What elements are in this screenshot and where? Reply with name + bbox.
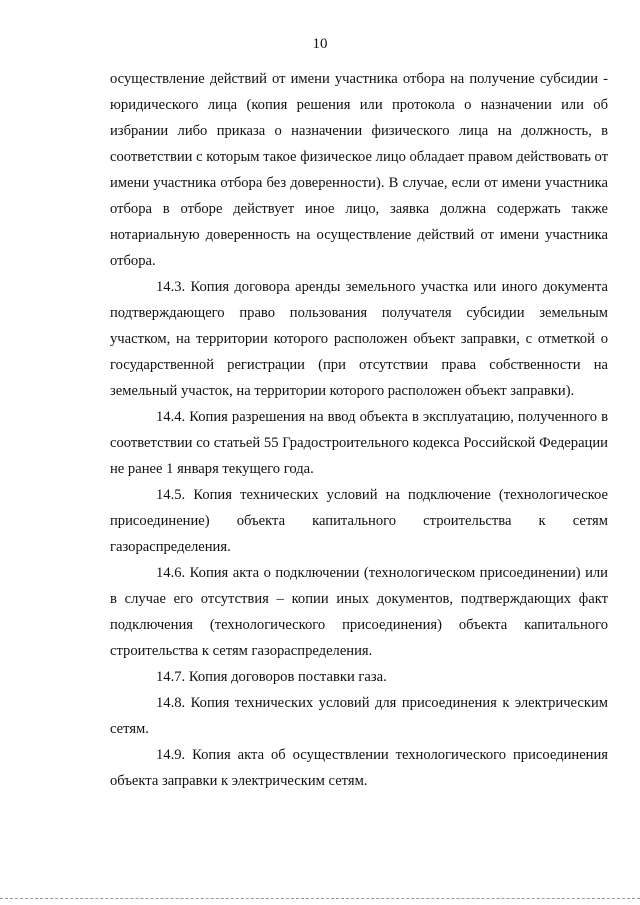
paragraph-14-7: 14.7. Копия договоров поставки газа. [156,669,387,685]
page-bottom-divider [0,898,640,899]
paragraph-14-8: 14.8. Копия технических условий для присоединения к электрическим сетям. [110,695,608,737]
paragraph-14-3: 14.3. Копия договора аренды земельного участка или иного документа подтверждающего право пользования получателя субсидии земельным участком, на территории которого расположен объект заправки, с отметкой о государственной регистрации (при отсутствии права собственности на земельный участок, на территории которого расположен объект заправки). [110,279,608,399]
page-number: 10 [312,36,328,52]
paragraph-14-5: 14.5. Копия технических условий на подключение (технологическое присоединение) объекта капитального строительства к сетям газораспределения. [110,487,608,555]
paragraph-14-9: 14.9. Копия акта об осуществлении технологического присоединения объекта заправки к электрическим сетям. [110,747,608,789]
document-body [110,66,608,794]
paragraph-14-4: 14.4. Копия разрешения на ввод объекта в эксплуатацию, полученного в соответствии со статьей 55 Градостроительного кодекса Российской Федерации не ранее 1 января текущего года. [110,409,608,477]
paragraph-continuation: осуществление действий от имени участника отбора на получение субсидии - юридического лица (копия решения или протокола о назначении или об избрании либо приказа о назначении физического лица на должность, в соответствии с которым такое физическое лицо обладает правом действовать от имени участника отбора без доверенности). В случае, если от имени участника отбора в отборе действует иное лицо, заявка должна содержать также нотариальную доверенность на осуществление действий от имени участника отбора. [110,71,608,269]
paragraph-14-6: 14.6. Копия акта о подключении (технологическом присоединении) или в случае его отсутствия – копии иных документов, подтверждающих факт подключения (технологического присоединения) объекта капитального строительства к сетям газораспределения. [110,565,608,659]
